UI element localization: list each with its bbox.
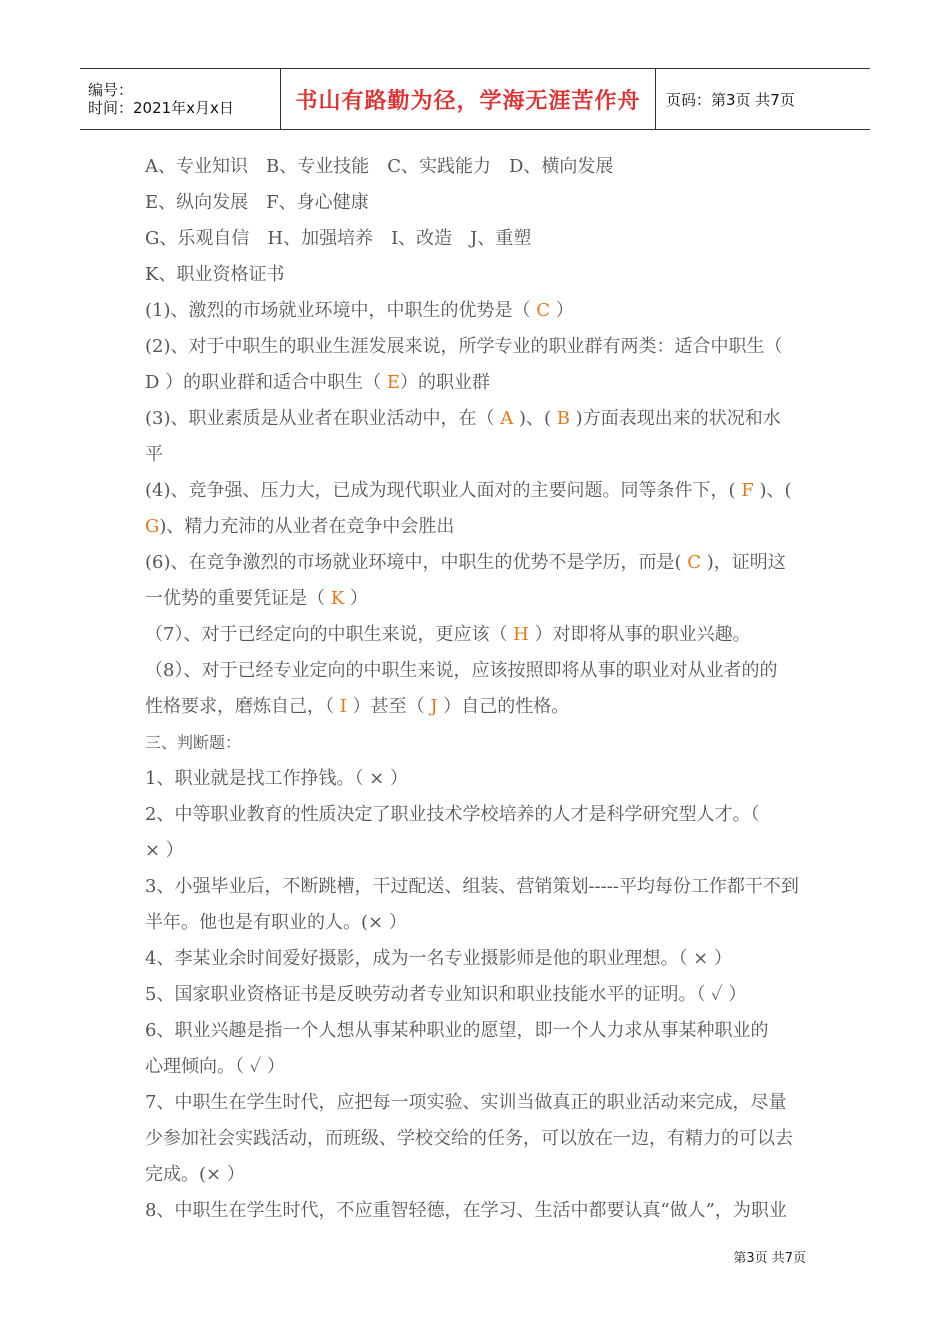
line-text: 1、职业就是找工作挣钱。（ × ）	[145, 768, 408, 789]
page-footer: 第3页 共7页	[733, 1251, 806, 1266]
text-line	[145, 545, 810, 581]
answer-mark: H	[513, 624, 529, 645]
text-line	[145, 149, 810, 185]
line-text: 3、小强毕业后，不断跳槽，干过配送、组装、营销策划-----平均每份工作都干不到	[145, 876, 799, 897]
line-text: K、职业资格证书	[145, 264, 285, 285]
line-text: 5、国家职业资格证书是反映劳动者专业知识和职业技能水平的证明。（ ✓ ）	[145, 984, 747, 1005]
line-text: 4、李某业余时间爱好摄影，成为一名专业摄影师是他的职业理想。（ × ）	[145, 948, 732, 969]
header-page-info: 页码：第3页 共7页	[666, 90, 795, 109]
answer-mark: F	[741, 480, 754, 501]
document-body	[145, 149, 810, 1229]
line-text: )、(	[513, 408, 557, 429]
text-line	[145, 689, 810, 725]
line-text: (3)、职业素质是从业者在职业活动中，在（	[145, 408, 501, 429]
line-text: × ）	[145, 840, 184, 861]
line-text: 2、中等职业教育的性质决定了职业技术学校培养的人才是科学研究型人才。（	[145, 804, 760, 825]
text-line	[145, 1049, 810, 1085]
line-text: ）的职业群	[400, 372, 491, 393]
line-text: ）	[550, 300, 574, 321]
header-motto: 书山有路勤为径，学海无涯苦作舟	[280, 69, 656, 129]
line-text: 心理倾向。（ ✓ ）	[145, 1056, 286, 1077]
line-text: )、(	[753, 480, 792, 501]
line-text: (6)、在竞争激烈的市场就业环境中，中职生的优势不是学历，而是(	[145, 552, 688, 573]
answer-mark: J	[430, 696, 438, 717]
line-text: 7、中职生在学生时代，应把每一项实验、实训当做真正的职业活动来完成，尽量	[145, 1092, 787, 1113]
line-text: )，证明这	[701, 552, 786, 573]
line-text: 平	[145, 444, 163, 465]
line-text: ）自己的性格。	[437, 696, 570, 717]
text-line	[145, 1085, 810, 1121]
line-text: A、专业知识 B、专业技能 C、实践能力 D、横向发展	[145, 156, 614, 177]
page-header	[80, 68, 870, 130]
text-line	[145, 221, 810, 257]
line-text: 性格要求，磨炼自己，（	[145, 696, 340, 717]
line-text: E、纵向发展 F、身心健康	[145, 192, 369, 213]
answer-mark: I	[339, 696, 347, 717]
line-text: 完成。(× ）	[145, 1164, 245, 1185]
answer-mark: C	[687, 552, 702, 573]
text-line	[145, 1157, 810, 1193]
text-line	[145, 509, 810, 545]
line-text: G、乐观自信 H、加强培养 I、改造 J、重塑	[145, 228, 532, 249]
text-line	[145, 869, 810, 905]
line-text: (1)、激烈的市场就业环境中，中职生的优势是（	[145, 300, 537, 321]
header-meta	[80, 69, 280, 129]
line-text: ）甚至（	[346, 696, 431, 717]
text-line	[145, 1193, 810, 1229]
answer-mark: E	[386, 372, 401, 393]
text-line	[145, 293, 810, 329]
line-text: )方面表现出来的状况和水	[569, 408, 781, 429]
text-line	[145, 401, 810, 437]
line-text: ）对即将从事的职业兴趣。	[528, 624, 751, 645]
answer-mark: C	[536, 300, 550, 321]
line-text: （7）、对于已经定向的中职生来说，更应该（	[145, 624, 514, 645]
text-line	[145, 977, 810, 1013]
line-text: 6、职业兴趣是指一个人想从事某种职业的愿望，即一个人力求从事某种职业的	[145, 1020, 769, 1041]
text-line	[145, 905, 810, 941]
text-line	[145, 185, 810, 221]
answer-mark: G	[145, 516, 160, 537]
text-line	[145, 797, 810, 833]
text-line	[145, 365, 810, 401]
text-line	[145, 437, 810, 473]
text-line	[145, 473, 810, 509]
line-text: 少参加社会实践活动，而班级、学校交给的任务，可以放在一边，有精力的可以去	[145, 1128, 793, 1149]
line-text: (4)、竞争强、压力大，已成为现代职业人面对的主要问题。同等条件下，(	[145, 480, 742, 501]
text-line	[145, 1121, 810, 1157]
text-line	[145, 1013, 810, 1049]
line-text: ）	[344, 588, 368, 609]
line-text: （8）、对于已经专业定向的中职生来说，应该按照即将从事的职业对从业者的的	[145, 660, 778, 681]
text-line	[145, 617, 810, 653]
answer-mark: B	[556, 408, 570, 429]
text-line	[145, 329, 810, 365]
line-text: 半年。他也是有职业的人。(× ）	[145, 912, 407, 933]
text-line	[145, 257, 810, 293]
line-text: 8、中职生在学生时代，不应重智轻德，在学习、生活中都要认真“做人”，为职业	[145, 1200, 787, 1221]
text-line	[145, 725, 810, 761]
answer-mark: K	[330, 588, 345, 609]
text-line	[145, 833, 810, 869]
text-line	[145, 941, 810, 977]
answer-mark: A	[500, 408, 514, 429]
time-label: 时间：2021年x月x日	[88, 99, 234, 117]
serial-label: 编号：	[88, 81, 134, 99]
line-text: 一优势的重要凭证是（	[145, 588, 331, 609]
line-text: D ）的职业群和适合中职生（	[145, 372, 387, 393]
line-text: )、精力充沛的从业者在竞争中会胜出	[159, 516, 455, 537]
line-text: 三、判断题：	[145, 733, 242, 752]
line-text: (2)、对于中职生的职业生涯发展来说，所学专业的职业群有两类：适合中职生（	[145, 336, 783, 357]
text-line	[145, 653, 810, 689]
text-line	[145, 761, 810, 797]
text-line	[145, 581, 810, 617]
